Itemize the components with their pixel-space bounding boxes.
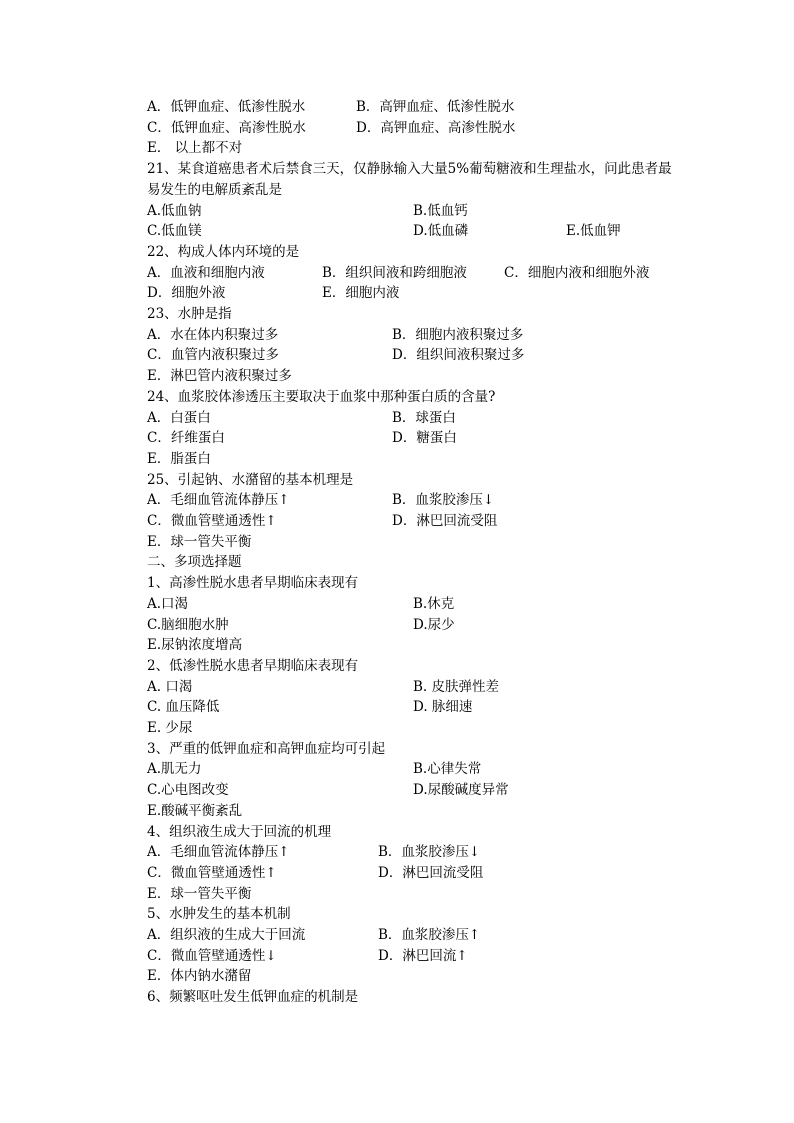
line-text: C.脑细胞水肿 — [147, 616, 229, 633]
line-text: D．细胞外液 — [147, 285, 226, 302]
line-text: A．血液和细胞内液 — [147, 264, 265, 281]
line-text: A．低钾血症、低渗性脱水 — [147, 99, 306, 115]
line-text: 23、水肿是指 — [147, 306, 232, 322]
option-text: D．组织间液积聚过多 — [392, 347, 525, 364]
line-text: A．毛细血管流体静压↑ — [147, 844, 290, 861]
option-text: B.心律失常 — [413, 761, 482, 778]
line-text: E. 少尿 — [147, 720, 193, 736]
line-text: A.低血钠 — [147, 202, 202, 219]
option-text: B．血浆胶渗压↓ — [392, 492, 495, 509]
line-text: C.低血镁 — [147, 223, 202, 240]
option-text: B．高钾血症、低渗性脱水 — [356, 99, 515, 115]
option-text: B. 皮肤弹性差 — [413, 678, 500, 695]
option-text: B．细胞内液积聚过多 — [392, 326, 524, 343]
line-text: A.肌无力 — [147, 761, 202, 778]
option-text: B．球蛋白 — [392, 409, 456, 426]
line-text: 易发生的电解质紊乱是 — [147, 181, 282, 198]
line-text: 21、某食道癌患者术后禁食三天，仅静脉输入大量5%葡萄糖液和生理盐水，问此患者最 — [147, 161, 672, 178]
line-text: E．球一管失平衡 — [147, 533, 252, 550]
line-text: C．微血管壁通透性↑ — [147, 864, 277, 881]
line-text: 4、组织液生成大于回流的机理 — [147, 823, 332, 840]
line-text: C．血管内液积聚过多 — [147, 347, 279, 364]
line-text: E．淋巴管内液积聚过多 — [147, 368, 292, 385]
line-text: 25、引起钠、水潴留的基本机理是 — [147, 471, 354, 488]
line-text: C. 血压降低 — [147, 699, 220, 716]
option-text: B．血浆胶渗压↓ — [378, 844, 481, 861]
line-text: A. 口渴 — [147, 678, 193, 695]
option-text: D．淋巴回流受阻 — [378, 864, 484, 881]
line-text: A．白蛋白 — [147, 409, 211, 426]
line-text: 2、低渗性脱水患者早期临床表现有 — [147, 657, 359, 674]
option-text: E．细胞内液 — [322, 285, 400, 302]
option-text: B．血浆胶渗压↑ — [378, 927, 481, 943]
option-text: D.尿少 — [413, 616, 455, 633]
line-text: E．球一管失平衡 — [147, 885, 252, 902]
option-text: D．高钾血症、高渗性脱水 — [356, 119, 516, 136]
option-text: B．组织间液和跨细胞液 — [322, 264, 467, 281]
option-text: D.尿酸碱度异常 — [413, 782, 509, 799]
option-text: D．淋巴回流↑ — [378, 947, 468, 964]
line-text: 5、水肿发生的基本机制 — [147, 906, 291, 923]
line-text: 6、频繁呕吐发生低钾血症的机制是 — [147, 989, 359, 1006]
line-text: C.心电图改变 — [147, 782, 229, 799]
line-text: 24、血浆胶体渗透压主要取决于血浆中那种蛋白质的含量? — [147, 388, 496, 405]
option-text: D.低血磷 — [413, 223, 469, 240]
line-text: A．组织液的生成大于回流 — [147, 927, 306, 943]
option-text: E.低血钾 — [566, 223, 621, 240]
option-text: B.低血钙 — [413, 202, 468, 219]
option-text: D. 脉细速 — [413, 699, 473, 716]
option-text: D．淋巴回流受阻 — [392, 513, 498, 529]
line-text: E． 以上都不对 — [147, 140, 243, 157]
line-text: 3、严重的低钾血症和高钾血症均可引起 — [147, 740, 386, 757]
line-text: 1、高渗性脱水患者早期临床表现有 — [147, 575, 359, 592]
line-text: A.口渴 — [147, 595, 189, 612]
line-text: 22、构成人体内环境的是 — [147, 243, 300, 260]
option-text: B.休克 — [413, 595, 455, 612]
line-text: E.尿钠浓度增高 — [147, 637, 243, 654]
line-text: E．体内钠水潴留 — [147, 968, 252, 985]
line-text: C．微血管壁通透性↓ — [147, 947, 277, 964]
line-text: A．水在体内积聚过多 — [147, 326, 279, 343]
option-text: D．糖蛋白 — [392, 430, 457, 447]
line-text: A．毛细血管流体静压↑ — [147, 492, 290, 509]
line-text: C．纤维蛋白 — [147, 430, 225, 447]
line-text: C．微血管壁通透性↑ — [147, 513, 277, 529]
line-text: E．脂蛋白 — [147, 450, 211, 467]
line-text: 二、多项选择题 — [147, 554, 242, 571]
line-text: C．低钾血症、高渗性脱水 — [147, 119, 306, 136]
line-text: E.酸碱平衡紊乱 — [147, 802, 243, 819]
option-text: C．细胞内液和细胞外液 — [504, 264, 650, 281]
